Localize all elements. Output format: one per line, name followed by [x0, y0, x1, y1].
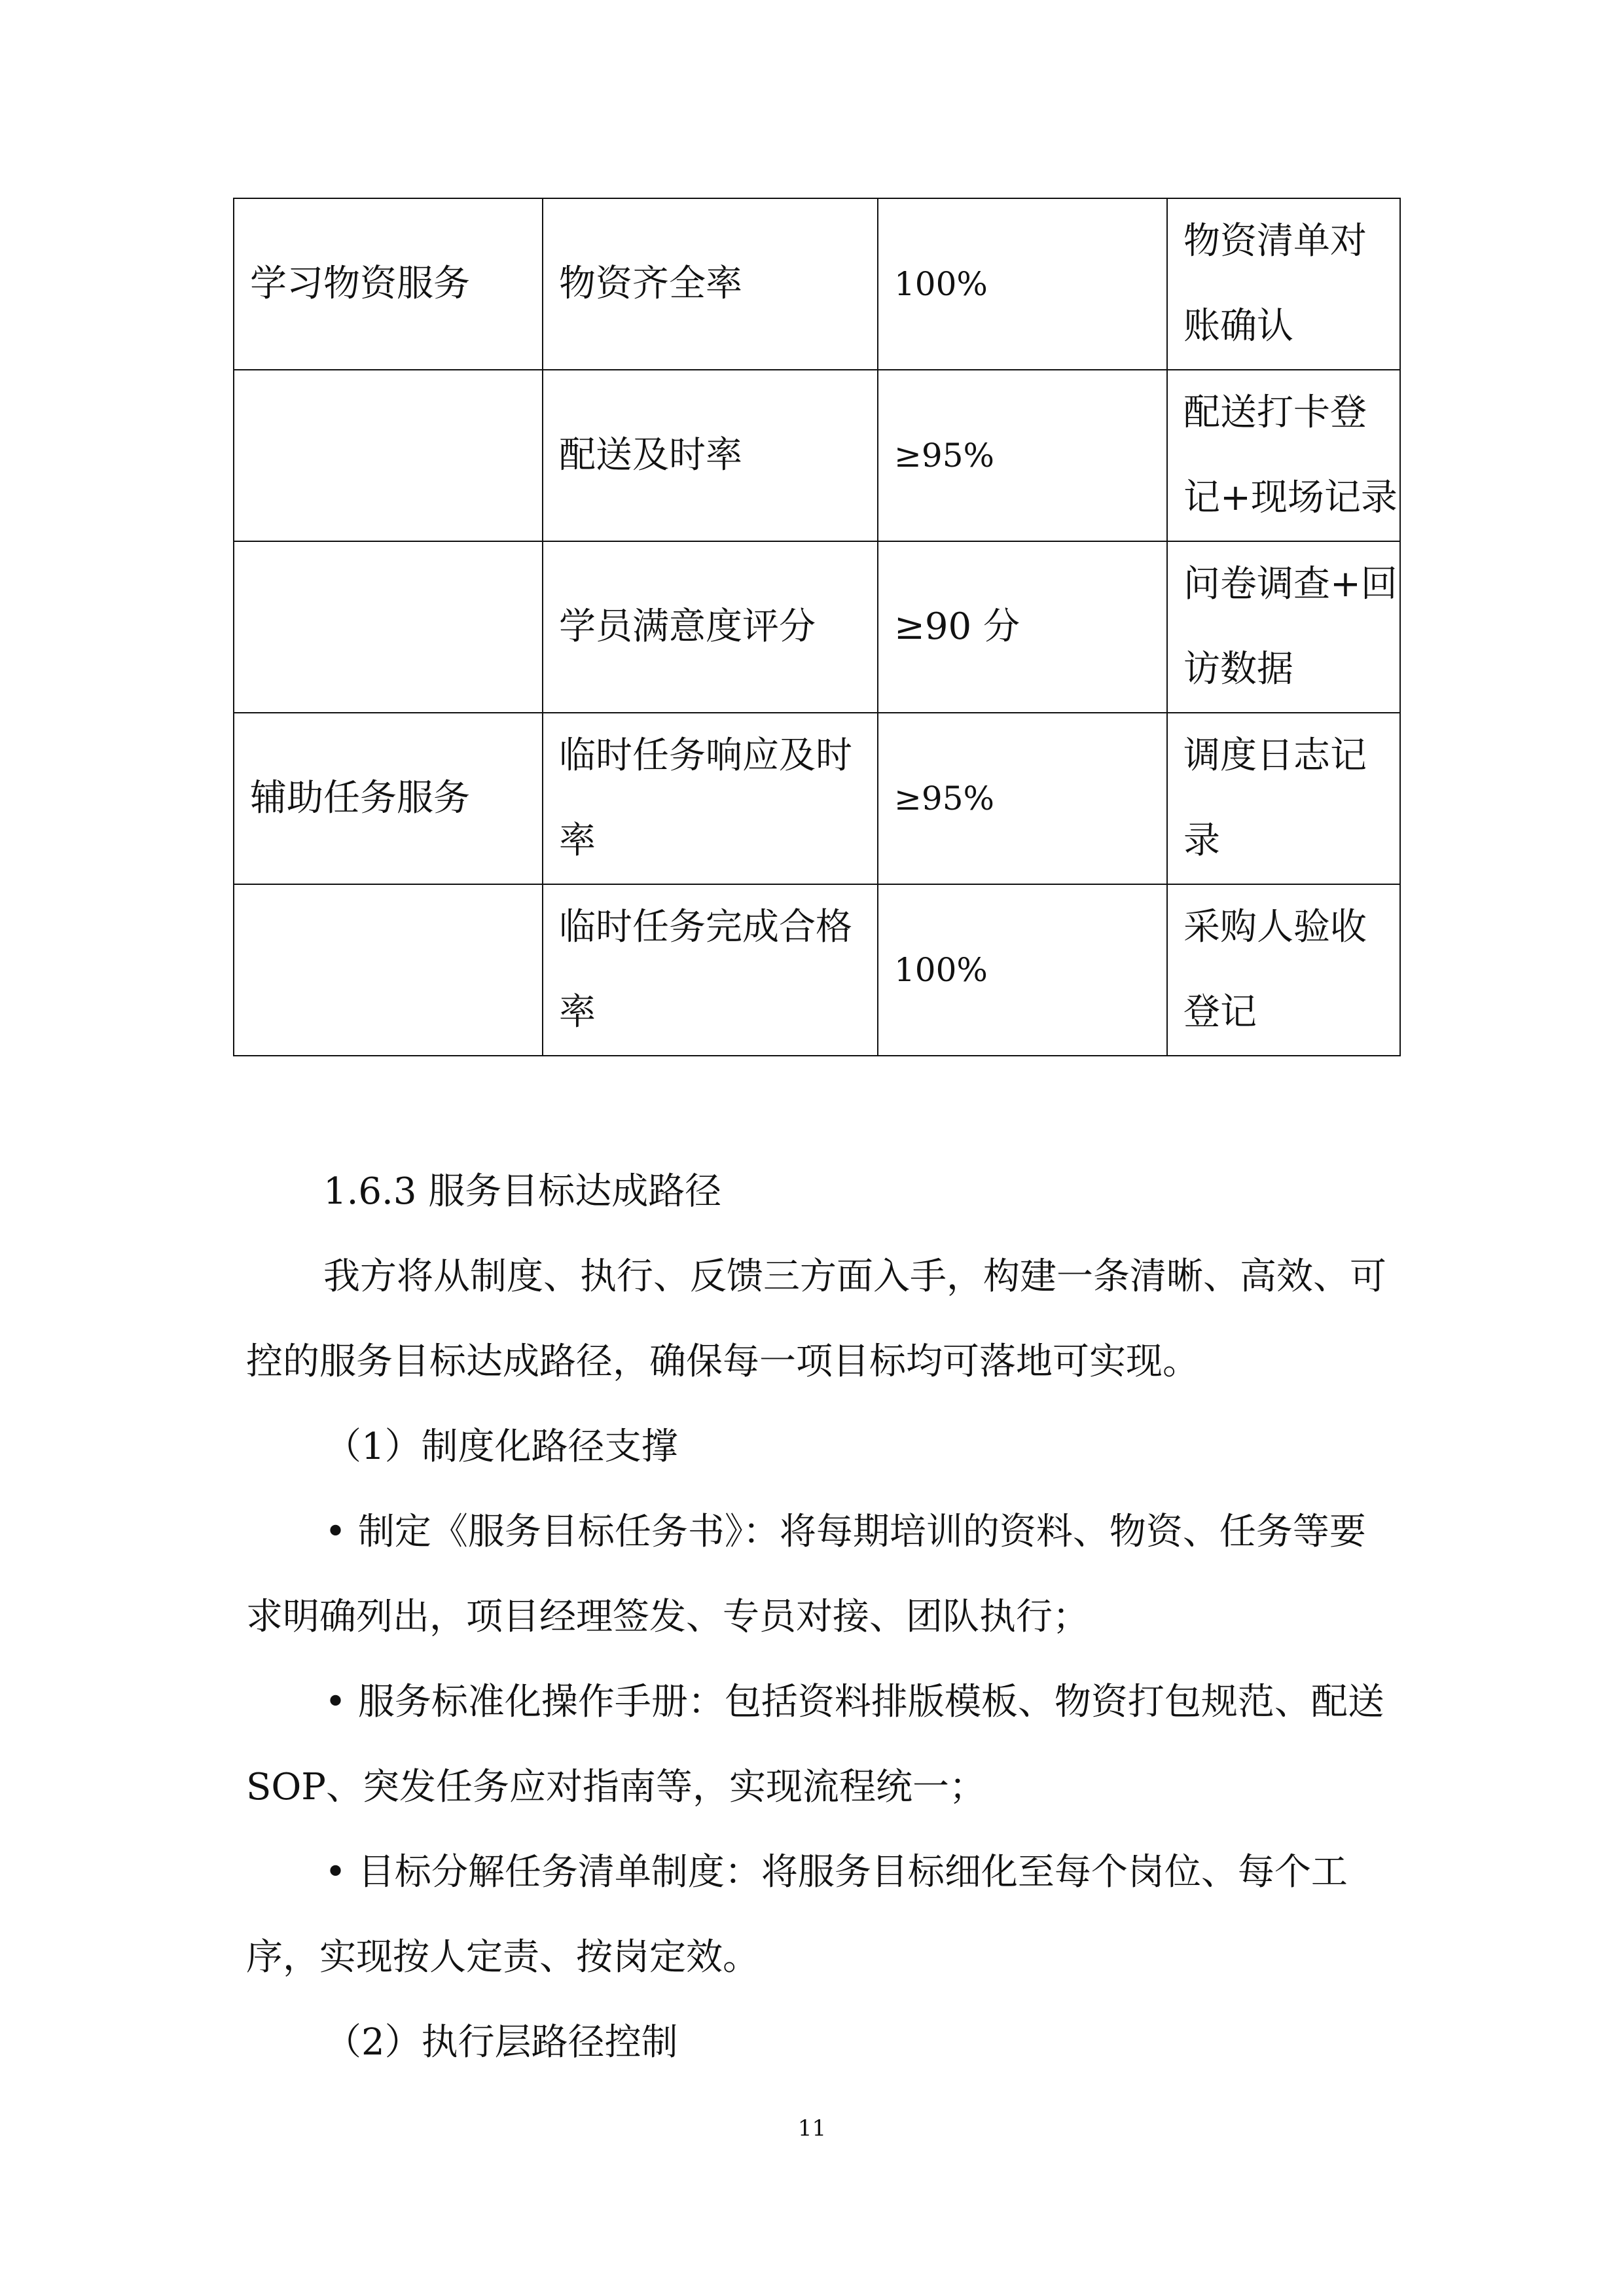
table-cell-category: 学习物资服务 — [234, 198, 543, 370]
subsection-title-2: （2）执行层路径控制 — [325, 2021, 678, 2064]
service-target-table — [233, 198, 1401, 1056]
table-cell-method: 配送打卡登记+现场记录 — [1167, 370, 1400, 541]
table-cell-target: 100% — [878, 884, 1167, 1056]
table-cell-metric: 临时任务完成合格率 — [543, 884, 878, 1056]
table-cell-target: ≥90 分 — [878, 541, 1167, 713]
table-cell-category — [234, 541, 543, 713]
table-row — [234, 198, 1400, 370]
table-cell-target: ≥95% — [878, 713, 1167, 884]
table-cell-metric: 学员满意度评分 — [543, 541, 878, 713]
table-row — [234, 370, 1400, 541]
page-number: 11 — [797, 2115, 827, 2142]
table-cell-metric: 物资齐全率 — [543, 198, 878, 370]
intro-paragraph: 我方将从制度、执行、反馈三方面入手，构建一条清晰、高效、可控的服务目标达成路径，确保每一项目标均可落地可实现。 — [246, 1255, 1386, 1383]
table-cell-category: 辅助任务服务 — [234, 713, 543, 884]
table-cell-method: 物资清单对账确认 — [1167, 198, 1400, 370]
table-cell-target: ≥95% — [878, 370, 1167, 541]
subsection-title-1: （1）制度化路径支撑 — [325, 1426, 678, 1468]
bullet-item: • 服务标准化操作手册：包括资料排版模板、物资打包规范、配送 SOP、突发任务应对指南等，实现流程统一； — [246, 1681, 1384, 1808]
table-cell-metric: 临时任务响应及时率 — [543, 713, 878, 884]
table-cell-method: 采购人验收登记 — [1167, 884, 1400, 1056]
table-row — [234, 541, 1400, 713]
table-cell-target: 100% — [878, 198, 1167, 370]
table-row — [234, 713, 1400, 884]
table-cell-category — [234, 884, 543, 1056]
table-cell-category — [234, 370, 543, 541]
table-row — [234, 884, 1400, 1056]
table-cell-method: 问卷调查+回访数据 — [1167, 541, 1400, 713]
table-cell-method: 调度日志记录 — [1167, 713, 1400, 884]
section-heading: 1.6.3 服务目标达成路径 — [323, 1170, 722, 1213]
section-body — [246, 1149, 1399, 2085]
bullet-item: • 制定《服务目标任务书》：将每期培训的资料、物资、任务等要求明确列出，项目经理签发、专员对接、团队执行； — [246, 1511, 1366, 1638]
bullet-item: • 目标分解任务清单制度：将服务目标细化至每个岗位、每个工序，实现按人定责、按岗定效。 — [246, 1851, 1348, 1979]
table-cell-metric: 配送及时率 — [543, 370, 878, 541]
